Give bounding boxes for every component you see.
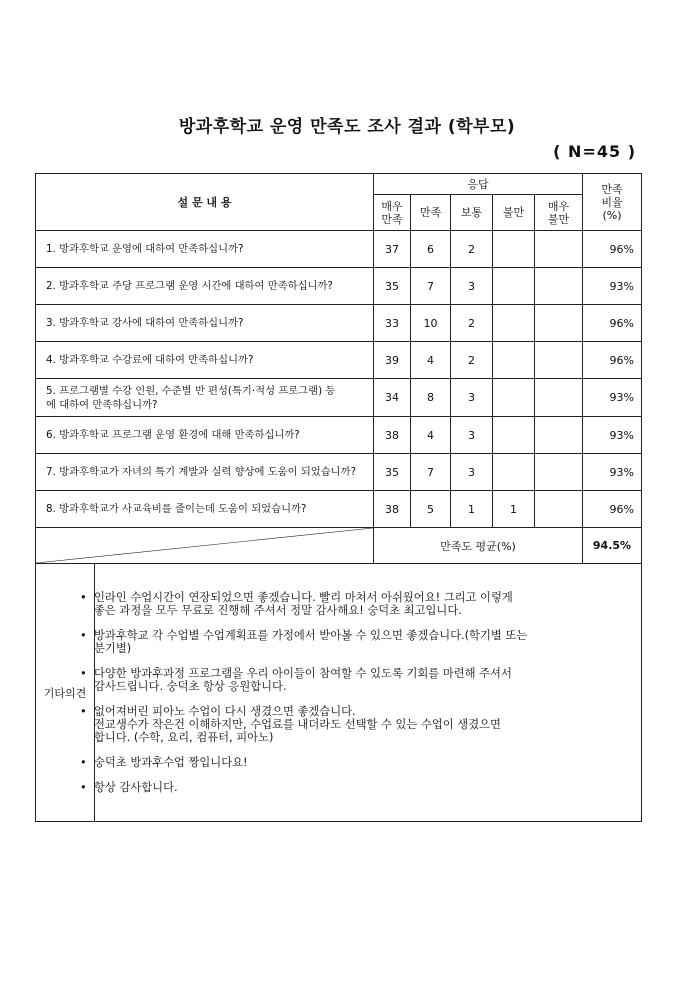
question-text: 7. 방과후학교가 자녀의 특기 계발과 실력 향상에 도움이 되었습니까? [36, 454, 374, 491]
response-count [493, 305, 535, 342]
response-count: 35 [374, 268, 411, 305]
question-header: 설 문 내 용 [36, 174, 374, 231]
comment-list [80, 591, 631, 794]
response-count [493, 417, 535, 454]
table-row [36, 342, 642, 379]
response-count [535, 342, 583, 379]
comment-text: 없어져버린 피아노 수업이 다시 생겼으면 좋겠습니다. 전교생수가 작은건 이해하지만, 수업료를 내더라도 선택할 수 있는 수업이 생겼으면 합니다. (수학, 요리, 컴퓨터, 피아노) [94, 705, 501, 744]
comment-text: 숭덕초 방과후수업 짱입니다요! [94, 756, 248, 769]
bullet-icon: • [80, 629, 87, 642]
response-count: 2 [451, 305, 493, 342]
ratio-header: 만족 비율 (%) [583, 174, 642, 231]
response-count [535, 491, 583, 528]
question-rows [36, 231, 642, 528]
satisfaction-ratio: 93% [583, 454, 642, 491]
response-count [535, 454, 583, 491]
option-header: 만족 [411, 195, 451, 231]
response-count [493, 379, 535, 417]
satisfaction-ratio: 93% [583, 379, 642, 417]
question-text: 3. 방과후학교 강사에 대하여 만족하십니까? [36, 305, 374, 342]
response-count: 4 [411, 417, 451, 454]
response-count [535, 417, 583, 454]
table-row [36, 379, 642, 417]
response-count: 5 [411, 491, 451, 528]
response-count: 1 [493, 491, 535, 528]
option-header: 매우 불만 [535, 195, 583, 231]
list-item [80, 667, 631, 693]
response-count: 35 [374, 454, 411, 491]
list-item [80, 629, 631, 655]
comment-text: 방과후학교 각 수업별 수업계획표를 가정에서 받아볼 수 있으면 좋겠습니다.(학기별 또는 분기별) [94, 629, 528, 655]
diagonal-line [36, 528, 373, 563]
average-value: 94.5% [583, 528, 642, 564]
list-item [80, 781, 631, 794]
header-row-1 [36, 174, 642, 195]
satisfaction-ratio: 96% [583, 342, 642, 379]
table-row [36, 231, 642, 268]
response-count: 7 [411, 454, 451, 491]
question-text: 4. 방과후학교 수강료에 대하여 만족하십니까? [36, 342, 374, 379]
table-row [36, 454, 642, 491]
response-count [535, 231, 583, 268]
question-text: 6. 방과후학교 프로그램 운영 환경에 대해 만족하십니까? [36, 417, 374, 454]
response-count [535, 268, 583, 305]
response-count [493, 231, 535, 268]
response-count: 39 [374, 342, 411, 379]
satisfaction-ratio: 96% [583, 305, 642, 342]
response-count: 34 [374, 379, 411, 417]
response-count [535, 305, 583, 342]
average-label: 만족도 평균(%) [374, 528, 583, 564]
response-count [493, 268, 535, 305]
etc-label: 기타의견 [36, 564, 95, 821]
comment-text: 인라인 수업시간이 연장되었으면 좋겠습니다. 빨리 마쳐서 아쉬웠어요! 그리고 이렇게 좋은 과정을 모두 무료로 진행해 주셔서 정말 감사해요! 숭덕초 최고입니다. [94, 591, 513, 617]
response-count: 3 [451, 379, 493, 417]
bullet-icon: • [80, 756, 87, 769]
question-text: 8. 방과후학교가 사교육비를 줄이는데 도움이 되었습니까? [36, 491, 374, 528]
bullet-icon: • [80, 781, 87, 794]
response-count: 10 [411, 305, 451, 342]
response-count: 6 [411, 231, 451, 268]
response-count: 37 [374, 231, 411, 268]
response-count: 3 [451, 417, 493, 454]
etc-cell [36, 564, 642, 822]
table-row [36, 268, 642, 305]
response-count: 1 [451, 491, 493, 528]
response-count: 2 [451, 342, 493, 379]
satisfaction-ratio: 96% [583, 491, 642, 528]
response-count: 38 [374, 417, 411, 454]
satisfaction-ratio: 96% [583, 231, 642, 268]
sample-size: ( N=45 ) [553, 142, 636, 161]
response-header: 응답 [374, 174, 583, 195]
option-header: 매우 만족 [374, 195, 411, 231]
response-count: 38 [374, 491, 411, 528]
response-count: 3 [451, 454, 493, 491]
bullet-icon: • [80, 667, 87, 680]
bullet-icon: • [80, 705, 87, 718]
table-row [36, 417, 642, 454]
page-title: 방과후학교 운영 만족도 조사 결과 (학부모) [178, 117, 516, 137]
response-count: 4 [411, 342, 451, 379]
response-count [535, 379, 583, 417]
comments-box [36, 569, 641, 816]
diagonal-cell [36, 528, 374, 564]
comment-text: 항상 감사합니다. [94, 781, 178, 794]
average-row [36, 528, 642, 564]
question-text: 1. 방과후학교 운영에 대하여 만족하십니까? [36, 231, 374, 268]
survey-table [35, 173, 642, 822]
response-count: 33 [374, 305, 411, 342]
table-row [36, 491, 642, 528]
table-row [36, 305, 642, 342]
response-count: 8 [411, 379, 451, 417]
satisfaction-ratio: 93% [583, 417, 642, 454]
response-count: 2 [451, 231, 493, 268]
response-count [493, 342, 535, 379]
list-item [80, 756, 631, 769]
option-header: 불만 [493, 195, 535, 231]
list-item [80, 591, 631, 617]
list-item [80, 705, 631, 744]
etc-row [36, 564, 642, 822]
bullet-icon: • [80, 591, 87, 604]
satisfaction-ratio: 93% [583, 268, 642, 305]
response-count [493, 454, 535, 491]
question-text: 5. 프로그램별 수강 인원, 수준별 반 편성(특기·적성 프로그램) 등 에 대하여 만족하십니까? [36, 379, 374, 417]
comment-text: 다양한 방과후과정 프로그램을 우리 아이들이 참여할 수 있도록 기회를 마련해 주셔서 감사드립니다. 숭덕초 항상 응원합니다. [94, 667, 512, 693]
response-count: 7 [411, 268, 451, 305]
question-text: 2. 방과후학교 주당 프로그램 운영 시간에 대하여 만족하십니까? [36, 268, 374, 305]
option-header: 보통 [451, 195, 493, 231]
response-count: 3 [451, 268, 493, 305]
